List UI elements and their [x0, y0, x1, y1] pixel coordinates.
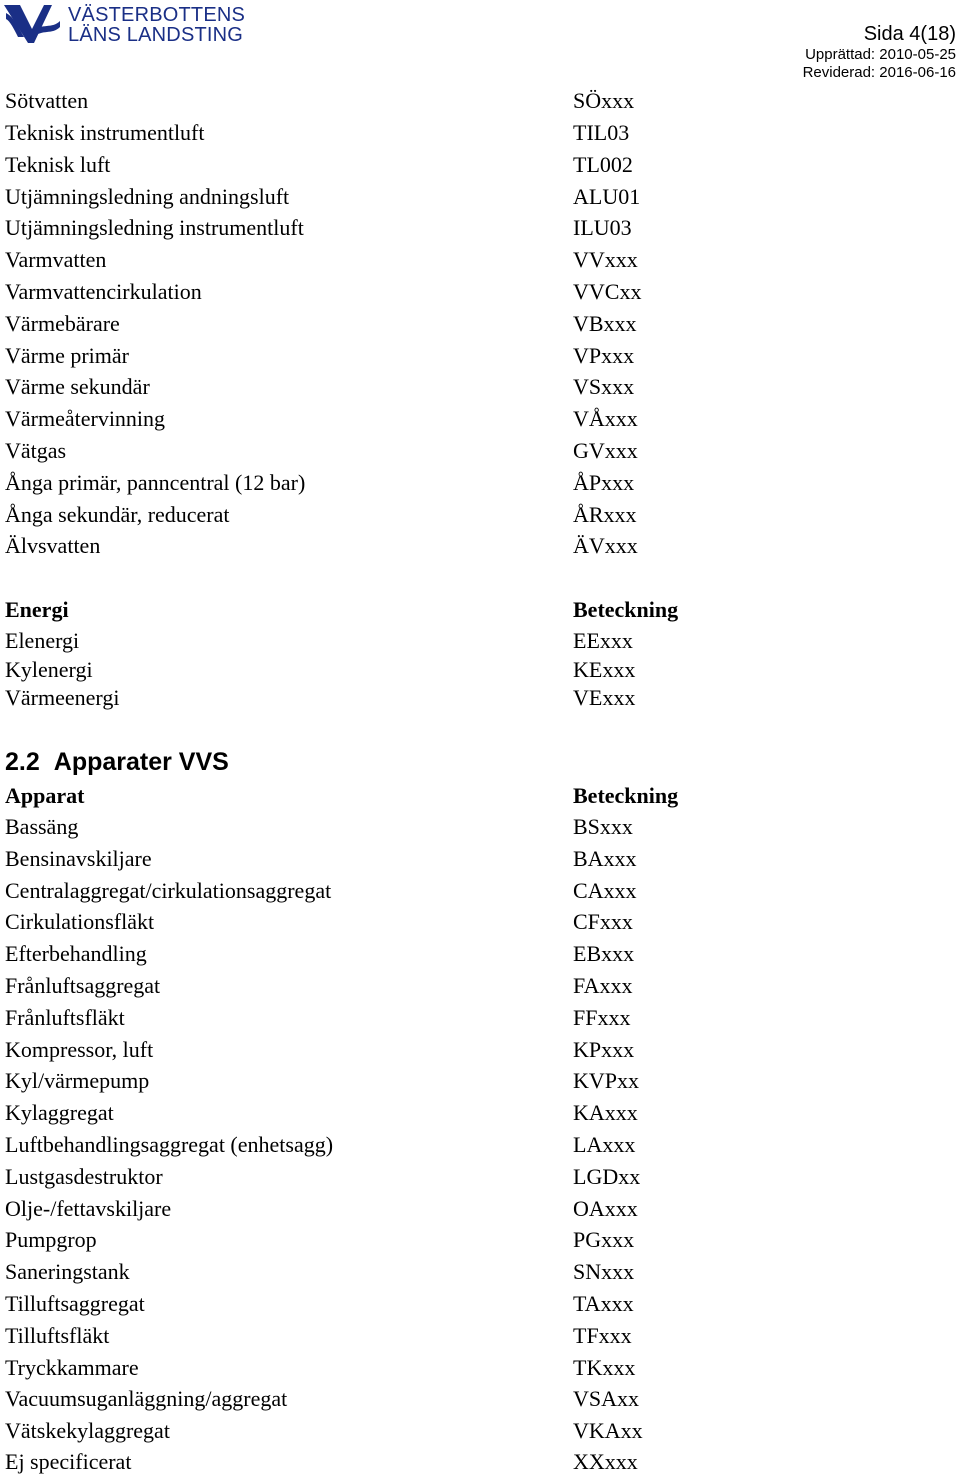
energy-name: Kylenergi — [5, 657, 93, 682]
apparatus-name: Saneringstank — [5, 1259, 130, 1284]
apparatus-name: Centralaggregat/cirkulationsaggregat — [5, 878, 332, 903]
apparatus-code: KAxxx — [573, 1100, 638, 1125]
apparatus-code: TKxxx — [573, 1355, 636, 1380]
apparatus-code: FAxxx — [573, 973, 633, 998]
apparatus-code: XXxxx — [573, 1449, 638, 1474]
media-name: Utjämningsledning andningsluft — [5, 184, 290, 209]
media-name: Värme primär — [5, 343, 129, 368]
media-code: ÅRxxx — [573, 502, 637, 527]
apparatus-name: Tryckkammare — [5, 1355, 139, 1380]
apparatus-code: OAxxx — [573, 1196, 638, 1221]
energy-code-heading: Beteckning — [573, 597, 679, 622]
media-name: Ånga primär, panncentral (12 bar) — [5, 470, 306, 495]
apparatus-code: VSAxx — [573, 1386, 640, 1411]
apparatus-name: Pumpgrop — [5, 1227, 97, 1252]
apparatus-name: Vacuumsuganläggning/aggregat — [5, 1386, 288, 1411]
media-name: Värmebärare — [5, 311, 120, 336]
section-title: Apparater VVS — [53, 748, 229, 776]
apparatus-name: Kompressor, luft — [5, 1037, 154, 1062]
apparatus-code: LGDxx — [573, 1164, 641, 1189]
media-code: VSxxx — [573, 374, 635, 399]
media-code: GVxxx — [573, 438, 638, 463]
energy-code: KExxx — [573, 657, 636, 682]
section-heading — [5, 746, 229, 778]
media-code: VBxxx — [573, 311, 637, 336]
media-code: VVCxx — [573, 279, 642, 304]
apparatus-code: FFxxx — [573, 1005, 631, 1030]
media-code: VPxxx — [573, 343, 635, 368]
media-name: Varmvatten — [5, 247, 107, 272]
apparatus-code: CFxxx — [573, 909, 633, 934]
media-name: Teknisk luft — [5, 152, 111, 177]
energy-heading: Energi — [5, 597, 69, 622]
apparatus-code: TAxxx — [573, 1291, 634, 1316]
organization-logo — [2, 3, 246, 46]
apparatus-code: VKAxx — [573, 1418, 643, 1443]
media-code: ÄVxxx — [573, 533, 638, 558]
apparatus-name: Tilluftsaggregat — [5, 1291, 145, 1316]
apparatus-name: Luftbehandlingsaggregat (enhetsagg) — [5, 1132, 334, 1157]
org-name-line1: VÄSTERBOTTENS — [68, 4, 246, 26]
apparatus-name: Olje-/fettavskiljare — [5, 1196, 172, 1221]
apparatus-name: Tilluftsfläkt — [5, 1323, 110, 1348]
apparatus-code: KVPxx — [573, 1068, 640, 1093]
media-name: Sötvatten — [5, 88, 89, 113]
apparatus-name: Bassäng — [5, 814, 79, 839]
apparatus-name: Frånluftsaggregat — [5, 973, 161, 998]
revised-date: Reviderad: 2016-06-16 — [802, 64, 956, 81]
apparatus-name: Vätskekylaggregat — [5, 1418, 170, 1443]
logo-mark-icon — [2, 3, 62, 45]
energy-name: Värmeenergi — [5, 685, 120, 710]
apparatus-name: Kyl/värmepump — [5, 1068, 150, 1093]
apparatus-code: BAxxx — [573, 846, 637, 871]
apparatus-name: Lustgasdestruktor — [5, 1164, 163, 1189]
energy-name: Elenergi — [5, 628, 80, 653]
media-name: Älvsvatten — [5, 533, 101, 558]
media-code: ILU03 — [573, 215, 632, 240]
media-name: Ånga sekundär, reducerat — [5, 502, 230, 527]
media-name: Utjämningsledning instrumentluft — [5, 215, 304, 240]
media-code: ÅPxxx — [573, 470, 635, 495]
apparatus-name: Efterbehandling — [5, 941, 147, 966]
media-code: TIL03 — [573, 120, 630, 145]
media-name: Värmeåtervinning — [5, 406, 166, 431]
apparatus-name: Ej specificerat — [5, 1449, 132, 1474]
energy-code: VExxx — [573, 685, 636, 710]
media-code: SÖxxx — [573, 88, 635, 113]
apparatus-name: Bensinavskiljare — [5, 846, 152, 871]
apparatus-code-heading: Beteckning — [573, 783, 679, 808]
media-code: TL002 — [573, 152, 633, 177]
apparatus-name: Frånluftsfläkt — [5, 1005, 125, 1030]
section-number: 2.2 — [5, 748, 40, 776]
media-name: Varmvattencirkulation — [5, 279, 202, 304]
apparatus-code: SNxxx — [573, 1259, 635, 1284]
apparatus-name: Kylaggregat — [5, 1100, 114, 1125]
apparatus-heading: Apparat — [5, 783, 85, 808]
energy-code: EExxx — [573, 628, 633, 653]
apparatus-code: BSxxx — [573, 814, 633, 839]
media-name: Vätgas — [5, 438, 67, 463]
created-date: Upprättad: 2010-05-25 — [805, 46, 956, 63]
apparatus-name: Cirkulationsfläkt — [5, 909, 155, 934]
media-code: ALU01 — [573, 184, 641, 209]
media-code: VVxxx — [573, 247, 638, 272]
page-info — [803, 22, 956, 82]
page-number: Sida 4(18) — [863, 23, 956, 45]
apparatus-code: TFxxx — [573, 1323, 632, 1348]
apparatus-code: LAxxx — [573, 1132, 636, 1157]
apparatus-code: EBxxx — [573, 941, 635, 966]
media-code: VÅxxx — [573, 406, 638, 431]
media-name: Värme sekundär — [5, 374, 150, 399]
apparatus-code: CAxxx — [573, 878, 637, 903]
org-name-line2: LÄNS LANDSTING — [68, 24, 244, 46]
media-name: Teknisk instrumentluft — [5, 120, 205, 145]
apparatus-code: PGxxx — [573, 1227, 635, 1252]
apparatus-code: KPxxx — [573, 1037, 635, 1062]
